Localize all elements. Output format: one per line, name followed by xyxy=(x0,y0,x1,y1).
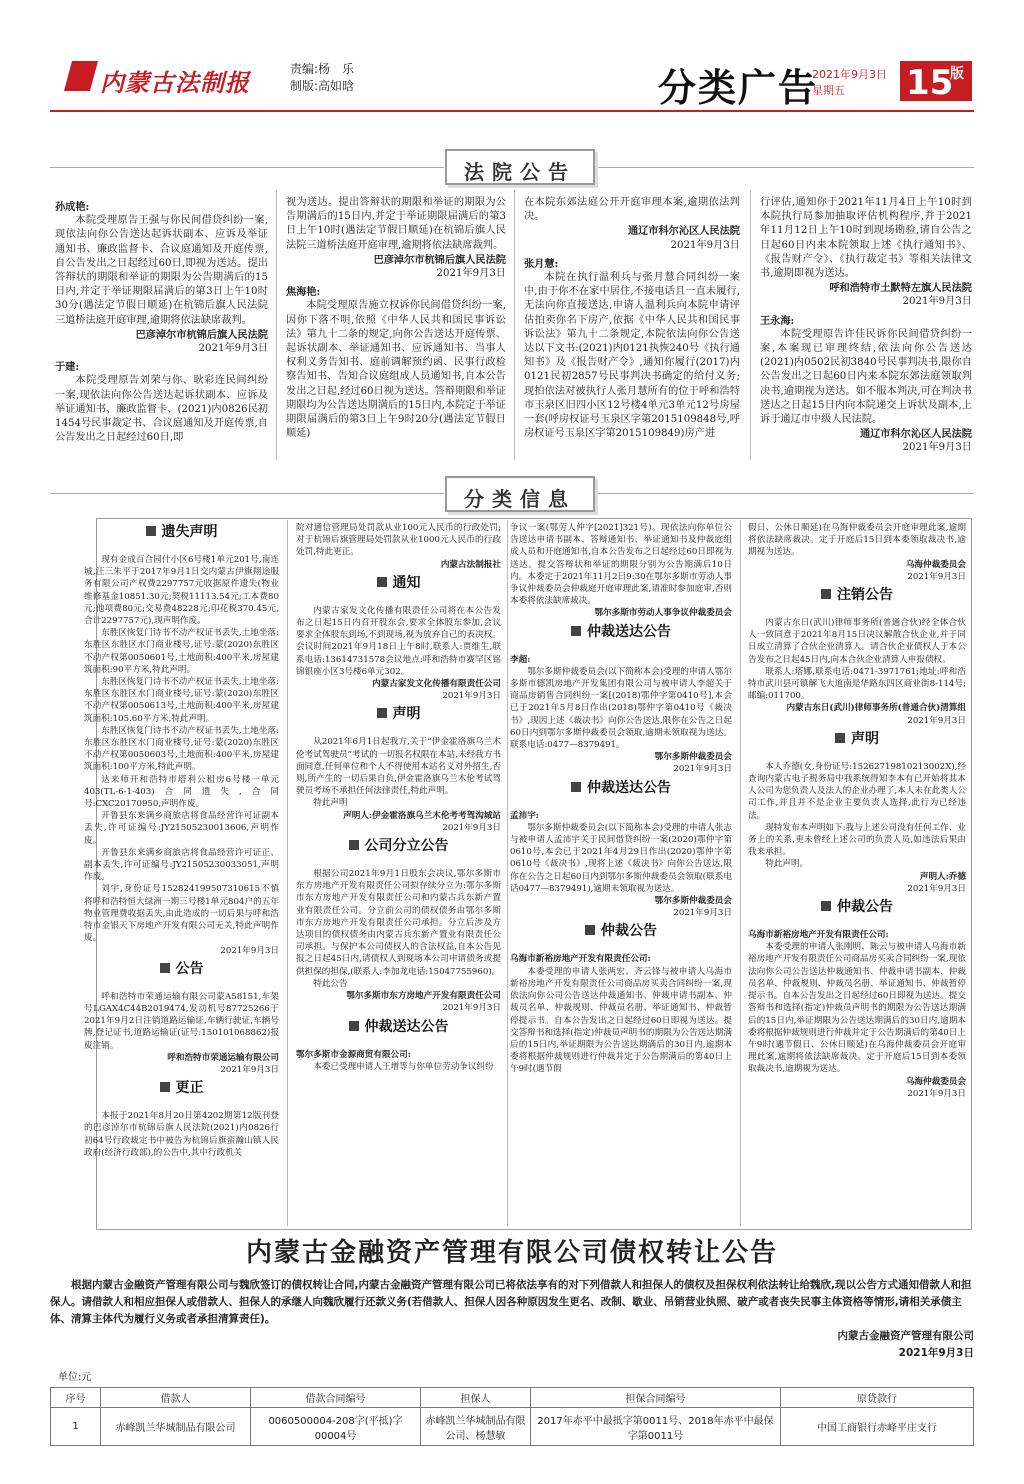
notice-body: 从2021年6月1日起我方,关于“伊金霍洛旗乌兰木伦考试驾驶员”考试的一切报名权限在本站,未经我方书面同意,任何单位和个人不得使用本站名义对外招生,否则,所产生的一切后果自负,伊金霍洛旗乌兰木伦考试驾驶员考场不承担任何法律责任,特此声明。 xyxy=(296,737,501,797)
heading-text: 声明 xyxy=(851,730,879,747)
declaration-heading xyxy=(748,730,966,755)
notice-body: 呼和浩特市荣通运输有限公司蒙A58151,车架号LGAX4C44B2019474,发动机号87725266于2021年9月2日注销道路运输证,车辆行驶证,车辆号牌,登记证书,道路运输证(证号:150101068862)报废注销。 xyxy=(84,991,279,1051)
notice-body: 内蒙古东日(武川)律师事务所(普通合伙)经全体合伙人一致同意于2021年8月15日决议解散合伙企业,并于同日成立清算了合伙企业清算人。请合伙企业债权人于本公告发布之日起45日内,向本合伙企业清算人申报债权。 xyxy=(748,618,966,665)
lost-notice-item: 开鲁县东来满乡商旅店将食品经营许可证正、副本丢失,许可证编号:JY21505230033051,声明作废。 xyxy=(84,847,279,883)
notice-body: 本委受理的申请人张刚明、陈云与被申请人乌海市新裕房地产开发有限责任公司商品房买卖合同纠纷一案,现依法向你公司公告送达仲裁通知书、仲裁申请书副本、仲裁员名单、仲裁规则、仲裁员名册、举证通知书、仲裁暂停提示书。自本公告发出之日起经过60日即视为送达。提交答辩书和选择(指定)仲裁员声明书的期限为公告送达期满后的15日内,举证期限为公告送达期满后的30日内,逾期本委将根据仲裁规则进行仲裁并定于公告期满后的第40日上午9时(遇节假日、公休日顺延)在乌海仲裁委员会开庭审理此案,逾期将依法缺席裁决。定于开庭后15日到本委领取裁决书,逾期视为送达。 xyxy=(748,942,966,1075)
notice-body: 本院受理原告王强与你民间借贷纠纷一案,现依法向你公告送达起诉状副本、应诉及举证通知书、廉政监督卡、合议庭通知及开庭传票,自公告发出之日起经过60日,即视为送达。提出答辩状的期限和举证的期限为公告期满后的15日内,并定于举证期限届满后的第3日上午10时30分(遇法定节假日顺延)在杭锦后旗人民法院三道桥法庭开庭审理,逾期将依法缺席裁判。 xyxy=(55,215,268,326)
debt-notice-date: 2021年9月3日 xyxy=(898,1347,974,1359)
notice-signature: 呼和浩特市荣通运输有限公司 xyxy=(167,1052,279,1063)
notice-recipient: 王永海: xyxy=(760,314,795,327)
correction-heading xyxy=(84,1082,279,1104)
square-bullet-icon xyxy=(146,526,156,536)
notice-recipient: 乌海市新裕房地产开发有限责任公司: xyxy=(748,930,889,941)
heading-text: 声明 xyxy=(392,706,421,723)
notice-body: 视为送达。提出答辩状的期限和举证的期限为公告期满后的15日内,并定于举证期限届满后的第3日上午10时(遇法定节假日顺延)在杭锦后旗人民法院三道桥法庭开庭审理,逾期将依法缺席裁判。 xyxy=(286,197,506,251)
notice-date: 2021年9月3日 xyxy=(907,715,966,726)
square-bullet-icon xyxy=(571,782,581,792)
arbitration-service-heading xyxy=(510,623,732,648)
table-cell: 0060500004-208字(平抵)字00004号 xyxy=(251,1408,421,1446)
column-divider xyxy=(276,190,277,460)
divider xyxy=(50,167,444,168)
table-cell: 1 xyxy=(51,1408,101,1446)
square-bullet-icon xyxy=(349,1021,359,1031)
notice-date: 2021年9月3日 xyxy=(220,945,279,956)
lost-notice-item: 东胜区恢复门诗书不动产权证书丢失,土地坐落:东胜区东胜区水门商业楼号,证号:蒙(2020)东胜区不动产权第0050601号,土地面积:400平米,房屋建筑面积:90平方米,特此声明。 xyxy=(84,628,279,675)
notice-body: 本院在执行温利兵与张月慧合同纠纷一案中,由于你不在家中居住,不接电话且一直未履行,无法向你直接送达,申请人温利兵向本院申请评估拍卖你名下房产,依据《中华人民共和国民事诉讼法》第九十二条规定,本院依法向你公告送达以下文书:(2021)内0121执恢240号《执行通知书》及《报告财产令》,通知你履行(2017)内0121民初2857号民事判决书确定的给付义务;现拍依法对被执行人张月慧所有的位于呼和浩特市玉泉区旧四小区12号楼4单元3单元12号房屋一套(呼房权证号玉泉区字第2015109848号,呼房权证号玉泉区字第2015109849)房产进 xyxy=(524,272,740,440)
notice-body: 鄂尔多斯仲裁委员会(以下简称本会)受理的申请人鄂尔多斯市德凯房地产开发集团有限公司与被申请人李超关于商品房销售合同纠纷一案[(2018)鄂仲字第0410号],本会已于2021年5月8日作出(2018)鄂仲字第0410号《裁决书》,现因上述《裁决书》向你公告送达,限你在公告之日起60日内到鄂尔多斯仲裁委员会领取,逾期未领取视为送达。联系电话:0477—8379491。 xyxy=(510,666,732,751)
lost-notice-item: 达来师开和浩特市塔利公租房6号楼一单元403(TL-6-1-403)合同遗失,合同号:CXC20170950,声明作废。 xyxy=(84,774,279,810)
section-title: 分类广告 xyxy=(658,66,819,110)
announcement-heading xyxy=(84,960,279,985)
table-cell: 中国工商银行赤峰平庄支行 xyxy=(781,1408,974,1446)
notice-date: 2021年9月3日 xyxy=(907,571,966,582)
company-split-heading xyxy=(296,840,501,862)
debt-notice-signature: 内蒙古金融资产管理有限公司 xyxy=(837,1330,974,1342)
arbitration-service-heading xyxy=(510,779,732,804)
court-column-4 xyxy=(760,196,972,458)
notice-signature: 声明人:伊金霍洛旗乌兰木伦考考驾沟城站 xyxy=(343,810,501,821)
column-header: 借款合同编号 xyxy=(251,1388,421,1408)
notice-date: 2021年9月3日 xyxy=(436,268,506,280)
notice-date: 2021年9月3日 xyxy=(220,1064,279,1075)
notice-body: 内蒙古家发文化传播有限责任公司将在本公告发布之日起15日内召开股东会,要求全体股东参加,会议要求全体股东到场,不到现场,视为放弃自己的表决权。会议时间2021年9月18日上午8时,联系人:贾维生,联系电话:13614731578会议地点:呼和浩特市赛罕区铭锦银座小区3号楼6单元302。 xyxy=(296,605,501,677)
lost-notice-item: 刘宇,身份证号152824199507310615不慎将呼和浩特恒大绿洲一期三号楼1单元804户的五年物业管理费收据丢失,由此造成的一切后果与呼和浩特市金银天下房地产开发有限公司无关,特此声明作废。 xyxy=(84,884,279,944)
square-bullet-icon xyxy=(585,925,595,935)
notice-date: 2021年9月3日 xyxy=(907,883,966,894)
debt-table xyxy=(50,1387,974,1446)
notice-recipient: 孟沛宇: xyxy=(510,810,539,821)
notice-signature: 乌海仲裁委员会 xyxy=(905,559,966,570)
notice-date: 2021年9月3日 xyxy=(670,239,740,251)
lost-notice-item: 开鲁县东来满乡商旅店将食品经营许可证副本丢失,许可证编号:JY21505230013606,声明作废。 xyxy=(84,811,279,846)
page-suffix: 版 xyxy=(950,66,964,82)
date-text: 2021年9月3日 xyxy=(812,68,887,81)
notification-heading xyxy=(296,574,501,599)
heading-text: 公司分立公告 xyxy=(364,838,449,855)
notice-signature: 鄂尔多斯市劳动人事争议仲裁委员会 xyxy=(594,608,732,619)
divider xyxy=(50,493,444,494)
square-bullet-icon xyxy=(160,963,170,973)
debt-notice-body: 根据内蒙古金融资产管理有限公司与魏欣签订的债权转让合同,内蒙古金融资产管理有限公司已将依法享有的对下列借款人和担保人的债权及担保权利依法转让给魏欣,现以公告方式通知借款人和担保人。请借款人和相应担保人或借款人、担保人的承继人向魏欣履行还款义务(若借款人、担保人因各种原因发生更名、改制、歇业、吊销营业执照、破产或者丧失民事主体资格等情形,请相关承债主体、清算主体代为履行义务或者承担清算责任)。 xyxy=(50,1279,972,1325)
page-number-badge xyxy=(900,61,972,101)
notice-date: 2021年9月3日 xyxy=(442,822,501,833)
notice-signature: 声明人:乔德 xyxy=(919,871,966,882)
notice-contact: 联系人:塔娜,联系电话:0471-3971761;地址:呼和浩特市武川县可镇解飞大道南是华路东四区商业街8-114号;邮编:011700。 xyxy=(748,666,966,702)
table-row xyxy=(51,1408,974,1446)
divider xyxy=(596,493,974,494)
court-banner-text: 法院公告 xyxy=(464,160,576,184)
notice-recipient: 鄂尔多斯市金源商贸有限公司: xyxy=(296,1049,411,1060)
notice-signature: 巴彦淖尔市杭锦后旗人民法院 xyxy=(135,328,268,341)
lost-notice-item: 东胜区恢复门诗书不动产权证书丢失,土地坐落:东胜区东胜区水门商业楼号,证号:蒙(2020)东胜区不动产权第0050613号,土地面积:400平米,房屋建筑面积:105.60平方米,特此声明。 xyxy=(84,677,279,724)
notice-body: 根据公司2021年9月1日股东会决议,鄂尔多斯市东方房地产开发有限责任公司拟存续分立为:鄂尔多斯市东方房地产开发有限责任公司和内蒙古兵东新产置业有限责任公司。分立前公司的债权债务由鄂尔多斯市东方房地产开发有限责任公司承担。分立后涉及方达项目的债权债务由内蒙古兵东新产置业有限责任公司承担。与保护本公司债权人的合法权益,自本公告见报之日起45日内,请债权人到现场本公司申请债务或提供担保的担保,(联系人:李加龙电话:15047755960)。 xyxy=(296,869,501,977)
column-header: 原贷款行 xyxy=(781,1388,974,1408)
heading-text: 仲裁送达公告 xyxy=(587,779,671,796)
notice-signature: 巴彦淖尔市杭锦后旗人民法院 xyxy=(373,253,506,266)
notice-body: 本委已受理申请人王增等与你单位劳动争议纠纷 xyxy=(313,1061,494,1072)
notice-date: 2021年9月3日 xyxy=(673,764,732,775)
column-divider xyxy=(287,520,288,1226)
classified-banner xyxy=(445,476,595,512)
classified-column-1 xyxy=(84,520,279,1159)
classified-column-4 xyxy=(748,522,966,1102)
notice-body: 本院受理原告施立权诉你民间借贷纠纷一案,因你下落不明,依照《中华人民共和国民事诉讼法》第九十二条的规定,向你公告送达开庭传票、起诉状副本、举证通知书、应诉通知书、当事人权利义务告知书、庭前调解预约函、民事行政检察告知书、告知合议庭组成人员通知书,自本公告发出之日起,经过60日视为送达。答辩期限和举证期限均为公告送达期满后的15日内,本院定于举证期限届满后的第3日上午9时20分(遇法定节假日顺延) xyxy=(286,300,506,440)
court-notice-banner xyxy=(445,149,595,185)
debt-notice-title: 内蒙古金融资产管理有限公司债权转让公告 xyxy=(245,1238,778,1268)
weekday-text: 星期五 xyxy=(812,84,845,97)
newspaper-logo xyxy=(68,57,278,97)
notice-date: 2021年9月3日 xyxy=(902,296,972,308)
masthead xyxy=(50,55,974,110)
notice-signature: 通辽市科尔沁区人民法院 xyxy=(859,428,972,441)
heading-text: 更正 xyxy=(175,1080,204,1097)
column-header: 担保人 xyxy=(421,1388,531,1408)
notice-body: 假日、公休日顺延)在乌海仲裁委员会开庭审理此案,逾期将依法缺席裁决。定于开庭后15日到本委领取裁决书,逾期视为送达。 xyxy=(748,523,966,558)
square-bullet-icon xyxy=(835,733,845,743)
issue-date xyxy=(812,67,887,99)
header-rule xyxy=(50,110,974,112)
heading-text: 注销公告 xyxy=(837,587,893,604)
notice-signature: 呼和浩特市土默特左旗人民法院 xyxy=(829,282,972,295)
notice-recipient: 孙成艳: xyxy=(55,201,90,213)
notice-signature: 内蒙古家发文化传播有限责任公司 xyxy=(372,679,501,690)
square-bullet-icon xyxy=(571,626,581,636)
notice-note: 特此声明。 xyxy=(765,859,809,870)
heading-text: 遗失声明 xyxy=(161,524,218,540)
notice-body: 现特发布本声明如下:我与上述公司没有任何工作、业务上的关系,更未曾经上述公司的负责人员,如违法后果由我来承担。 xyxy=(748,822,966,858)
notice-date: 2021年9月3日 xyxy=(673,908,732,919)
table-cell: 2017年赤平中最抵字第0011号、2018年赤平中最保字第0011号 xyxy=(531,1408,781,1446)
notice-date: 2021年9月3日 xyxy=(902,442,972,454)
notice-body: 本院受理原告许佳民诉你民间借贷纠纷一案,本案现已审理终结,依法向你公告送达(2021)内0502民初3840号民事判决书,限你自公告发出之日起60日内来本院东郊法庭领取判决书,逾期视为送达。如不服本判决,可在判决书送达之日起15日内向本院递交上诉状及副本,上诉于通辽市中级人民法院。 xyxy=(760,328,972,426)
classified-column-2 xyxy=(296,522,501,1073)
table-cell: 赤峰凯兰华城制品有限公司、杨慧敏 xyxy=(421,1408,531,1446)
heading-text: 仲裁送达公告 xyxy=(587,623,671,640)
court-column-1 xyxy=(55,196,268,445)
heading-text: 仲裁公告 xyxy=(837,899,893,916)
debt-transfer-notice xyxy=(50,1232,974,1446)
notice-body: 本人乔德(女,身份证号:15262719810213002X),经查询内蒙古电子税务局中我系统得知李本有已开始将其本人公司为您负责人及法人的企业办理了,本人未在此类人公司工作,并且并不是企业主要负责人选择,此行为已经违法。 xyxy=(748,761,966,821)
notice-signature: 鄂尔多斯市东方房地产开发有限责任公司 xyxy=(346,991,501,1002)
notice-body: 在本院东郊法庭公开开庭审理本案,逾期依法判决。 xyxy=(524,197,740,223)
table-header-row xyxy=(51,1388,974,1408)
heading-text: 仲裁公告 xyxy=(601,923,657,940)
notice-recipient: 焦海艳: xyxy=(286,286,321,299)
notice-body: 本委受理的申请人张两宏、齐云锋与被申请人乌海市新裕房地产开发有限责任公司商品房买卖合同纠纷一案,现依法向你公司公告送达仲裁通知书、仲裁申请书副本、仲裁员名单、仲裁规则、仲裁员名册、举证通知书、仲裁暂停提示书。自本公告发出之日起经过60日即视为送达。提交答辩书和选择(指定)仲裁员声明书的期限为公告送达期满后的15日内,举证期限为公告送达期满后的30日内,逾期本委将根据仲裁规则进行仲裁并定于公告期满后的第40日上午9时(遇节假 xyxy=(510,966,732,1075)
notice-body: 鄂尔多斯仲裁委员会(以下简称本会)受理的申请人张志与被申请人孟沛宇关于民间借贷纠纷一案(2020)鄂仲字第0610号,本会已于2021年4月29日作出(2020)鄂仲字第0610号《裁决书》,现将上述《裁决书》向你公告送达,限你在公告之日起60日内到鄂尔多斯仲裁委员会领取(联系电话0477—8379491),逾期未领取视为送达。 xyxy=(510,822,732,894)
notice-recipient: 于建: xyxy=(55,361,80,374)
notice-body: 本报于2021年8月20日第4202期第12版刊登的巴彦淖尔市杭锦后旗人民法院(2021)内0826行初64号行政裁定书中被告为杭锦后旗蛮瀚山镇人民政府(经济行政部),的公告中,其中行政机关 xyxy=(84,1111,279,1158)
notice-date: 2021年9月3日 xyxy=(442,1003,501,1014)
court-column-3 xyxy=(524,196,740,441)
arbitration-heading xyxy=(510,925,732,947)
notice-recipient: 张月慧: xyxy=(524,257,559,270)
notice-date: 2021年9月3日 xyxy=(442,691,501,702)
editor-line: 责编:杨 乐 xyxy=(290,62,355,76)
square-bullet-icon xyxy=(377,577,387,587)
notice-signature: 乌海仲裁委员会 xyxy=(905,1076,966,1087)
declaration-heading xyxy=(296,708,501,730)
producer-line: 制版:高如晗 xyxy=(290,79,355,93)
notice-body: 本院受理原告刘荣与你、耿彩连民间纠纷一案,现依法向你公告送达起诉状副本、应诉及举证通知书、廉政监督卡、(2021)内0826民初1454号民事裁定书、合议庭通知及开庭传票,自公告发出之日起经过60日,即 xyxy=(55,375,268,444)
notice-note: 特此声明 xyxy=(313,798,348,809)
notice-date: 2021年9月3日 xyxy=(907,1088,966,1099)
unit-label: 单位:元 xyxy=(58,1372,92,1383)
page-number: 15 xyxy=(906,63,954,103)
lost-notice-heading xyxy=(84,526,279,548)
arbitration-heading xyxy=(748,901,966,923)
square-bullet-icon xyxy=(349,840,359,850)
notice-signature: 内蒙古东日(武川)律师事务所(普通合伙)清算组 xyxy=(786,703,966,714)
notice-signature: 鄂尔多斯仲裁委员会 xyxy=(654,896,732,907)
logo-text: 内蒙古法制报 xyxy=(100,68,250,97)
heading-text: 仲裁送达公告 xyxy=(364,1018,449,1035)
classified-column-3 xyxy=(510,522,732,1076)
notice-date: 2021年9月3日 xyxy=(198,343,268,355)
arbitration-service-heading xyxy=(296,1018,501,1043)
column-header: 序号 xyxy=(51,1388,101,1408)
logo-icon xyxy=(64,61,98,91)
classified-banner-text: 分类信息 xyxy=(464,487,576,511)
square-bullet-icon xyxy=(377,708,387,718)
notice-note: 特此公告 xyxy=(313,978,348,989)
notice-body: 争议一案(鄂劳人仲字[2021]321号)。现依法向你单位公告送达申请书副本、答辩通知书、举证通知书及仲裁庭组成人员和开庭通知书,自本公告发布之日起经过60日即视为送达。提交答辩状和举证的期限分别为公告期满后10日内。本委定于2021年11月2日9:30在鄂尔多斯市劳动人事争议仲裁委员会仲裁庭开庭审理此案,请准时参加庭审,否则本委将依法缺席裁决。 xyxy=(510,523,732,607)
notice-signature: 鄂尔多斯仲裁委员会 xyxy=(654,752,732,763)
square-bullet-icon xyxy=(821,901,831,911)
column-header: 担保合同编号 xyxy=(531,1388,781,1408)
square-bullet-icon xyxy=(160,1082,170,1092)
deregistration-heading xyxy=(748,589,966,611)
notice-recipient: 乌海市新裕房地产开发有限责任公司: xyxy=(510,954,651,965)
lost-notice-item: 现有金成百合园什小区6号楼1单元201号,南连城,汪三朱平于2017年9月1日交内蒙古伊旗翔途服务有限公司产权费2297757元收据原件遗失(物业维修基金10851.30元;契税11113.54元;工本费80元;他项费80元;交易费48228元;印花税370.45元,合计2297757元),现声明作废。 xyxy=(84,555,279,627)
column-divider xyxy=(740,520,741,1226)
lost-notice-item: 东胜区恢复门诗书不动产权证书丢失,土地坐落:东胜区东胜区水门商业楼号,证号:蒙(2020)东胜区不动产权第0050603号,土地面积:400平米,房屋建筑面积:100平方米,特此声明。 xyxy=(84,725,279,773)
notice-signature: 内蒙古法制报社 xyxy=(440,559,501,570)
square-bullet-icon xyxy=(821,589,831,599)
divider xyxy=(596,167,974,168)
notice-signature: 通辽市科尔沁区人民法院 xyxy=(627,225,740,238)
notice-body: 院对通信管理局处罚款从业100元人民币的行政处罚;对于杭锦后旗管理局处罚款从业1000元人民币的行政处罚,特此更正。 xyxy=(296,523,501,558)
heading-text: 通知 xyxy=(392,574,421,591)
editor-credits xyxy=(290,61,354,95)
column-divider xyxy=(750,190,751,460)
column-divider xyxy=(507,520,508,1226)
heading-text: 公告 xyxy=(175,960,204,977)
notice-recipient: 李超: xyxy=(510,654,531,665)
column-divider xyxy=(514,190,515,460)
column-header: 借款人 xyxy=(101,1388,251,1408)
court-column-2 xyxy=(286,196,506,441)
notice-body: 行评估,通知你于2021年11月4日上午10时到本院执行局参加抽取评估机构程序,并于2021年11月12日上午10时到现场勘验,请自公告之日起60日内来本院领取上述《执行通知书》、《报告财产令》、《执行裁定书》等相关法律文书,逾期即视为送达。 xyxy=(760,197,972,280)
table-cell: 赤峰凯兰华城制品有限公司 xyxy=(101,1408,251,1446)
